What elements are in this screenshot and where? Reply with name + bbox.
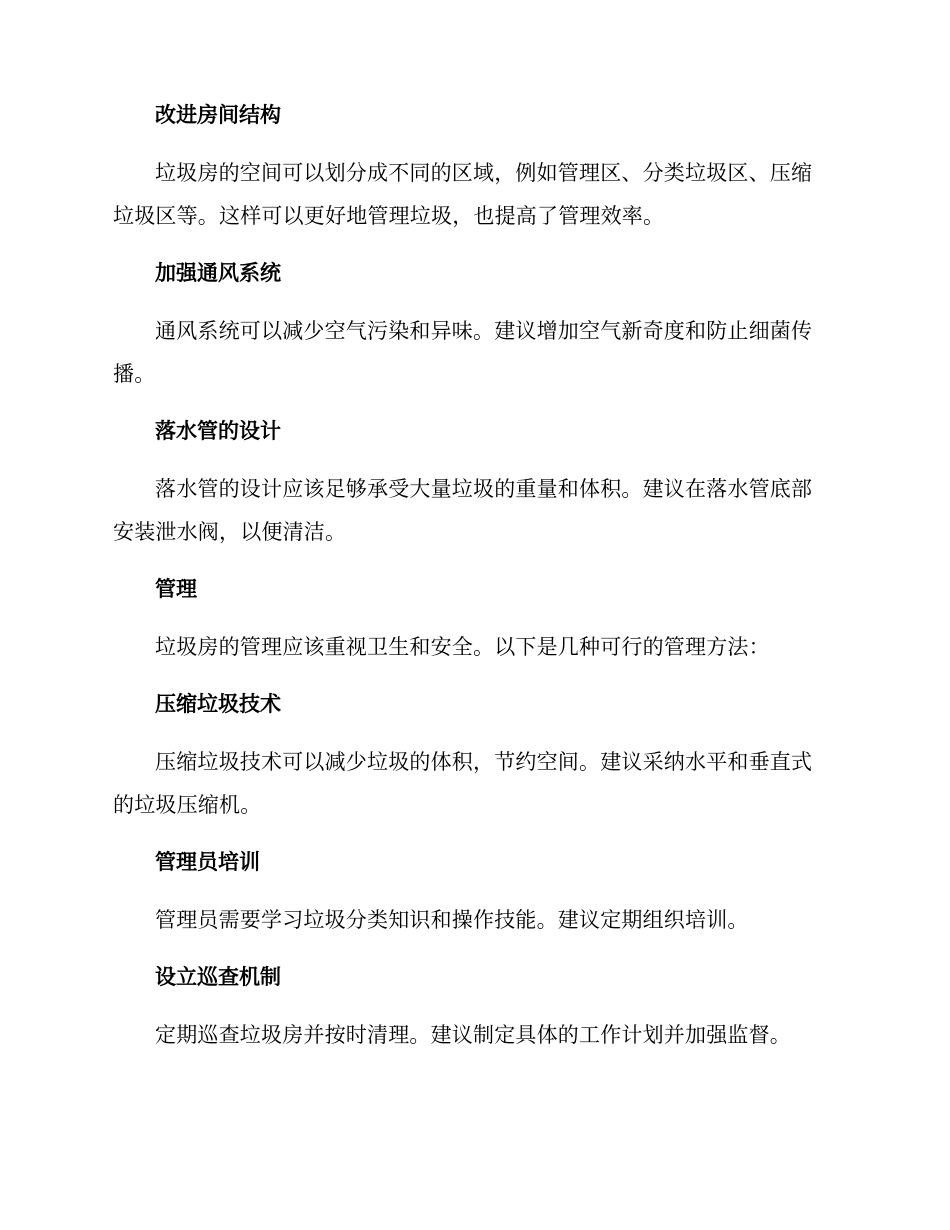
section-heading-management: 管理 [155,577,197,601]
section-heading-room-structure: 改进房间结构 [155,103,281,127]
section-heading-compression: 压缩垃圾技术 [155,692,281,716]
section-heading-training: 管理员培训 [155,850,260,874]
section-heading-ventilation: 加强通风系统 [155,261,281,285]
section-text-compression: 压缩垃圾技术可以减少垃圾的体积，节约空间。建议采纳水平和垂直式的垃圾压缩机。 [113,750,813,817]
section-heading-downpipe: 落水管的设计 [155,419,281,443]
section-text-management: 垃圾房的管理应该重视卫生和安全。以下是几种可行的管理方法： [155,635,770,659]
section-text-room-structure: 垃圾房的空间可以划分成不同的区域，例如管理区、分类垃圾区、压缩垃圾区等。这样可以更好地管理垃圾，也提高了管理效率。 [113,161,813,228]
section-heading-inspection: 设立巡查机制 [155,965,281,989]
section-text-ventilation: 通风系统可以减少空气污染和异味。建议增加空气新奇度和防止细菌传播。 [113,319,813,386]
section-text-training: 管理员需要学习垃圾分类知识和操作技能。建议定期组织培训。 [155,908,749,932]
section-text-downpipe: 落水管的设计应该足够承受大量垃圾的重量和体积。建议在落水管底部安装泄水阀，以便清洁。 [113,477,813,544]
document-page [113,100,829,1057]
section-text-inspection: 定期巡查垃圾房并按时清理。建议制定具体的工作计划并加强监督。 [155,1023,791,1047]
